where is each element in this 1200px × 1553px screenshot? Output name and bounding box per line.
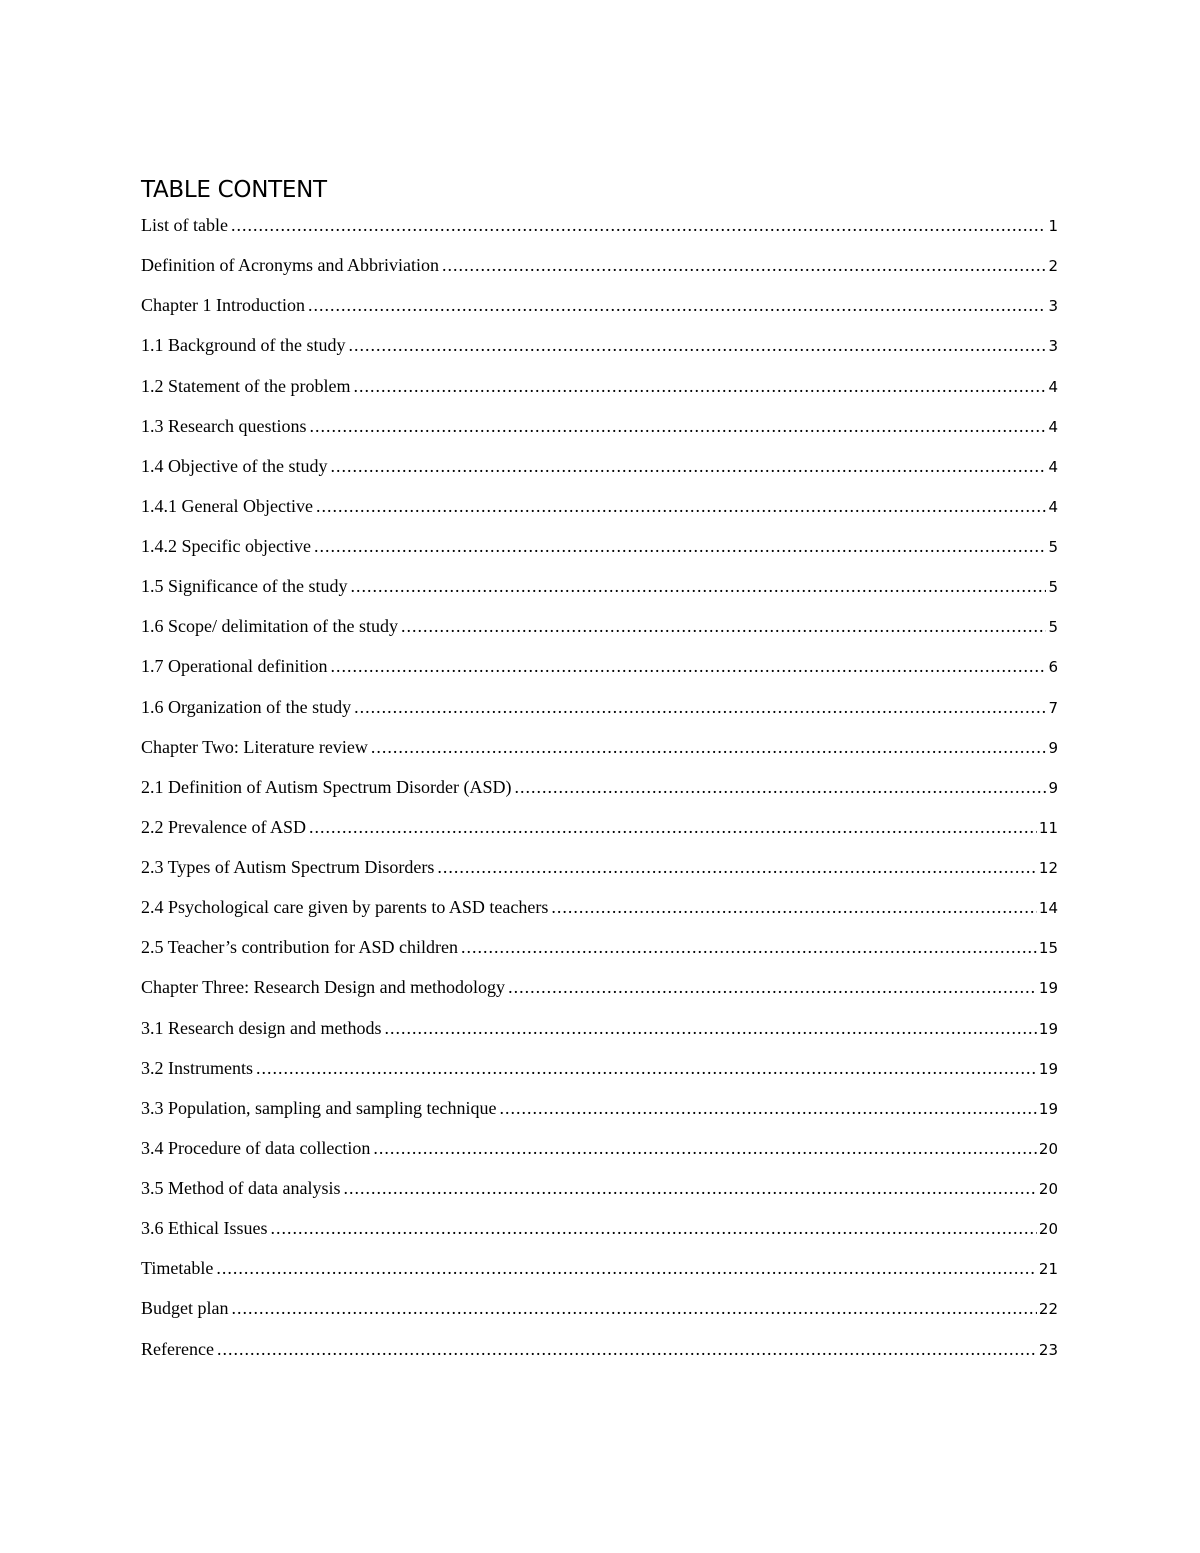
toc-entry[interactable]: [141, 1010, 1058, 1050]
toc-entry[interactable]: [141, 488, 1058, 528]
toc-dot-leader: [353, 368, 1046, 404]
toc-entry-page-number: 9: [1048, 738, 1058, 757]
toc-dot-leader: [384, 1010, 1036, 1046]
toc-entry[interactable]: [141, 287, 1058, 327]
toc-entry[interactable]: [141, 1170, 1058, 1210]
toc-entry-page-number: 4: [1048, 377, 1058, 396]
toc-entry-page-number: 4: [1048, 457, 1058, 476]
toc-entry[interactable]: [141, 1130, 1058, 1170]
toc-entry-page-number: 21: [1038, 1260, 1058, 1279]
toc-entry-page-number: 19: [1038, 1059, 1058, 1078]
toc-entry[interactable]: [141, 1250, 1058, 1290]
toc-entry-label: 1.5 Significance of the study: [141, 576, 348, 597]
toc-entry-label: 2.4 Psychological care given by parents to ASD teachers: [141, 897, 549, 918]
toc-entry-page-number: 15: [1038, 939, 1058, 958]
toc-dot-leader: [232, 1290, 1037, 1326]
toc-entry-label: 3.3 Population, sampling and sampling technique: [141, 1097, 497, 1118]
toc-entry-page-number: 12: [1038, 859, 1058, 877]
toc-entry[interactable]: [141, 889, 1058, 929]
toc-entry-page-number: 5: [1048, 538, 1058, 556]
toc-entry-label: 1.4.2 Specific objective: [141, 536, 311, 556]
toc-dot-leader: [437, 849, 1037, 885]
toc-dot-leader: [217, 1331, 1037, 1367]
toc-entry[interactable]: [141, 528, 1058, 568]
toc-entry[interactable]: [141, 809, 1058, 849]
toc-entry-label: 2.5 Teacher’s contribution for ASD children: [141, 937, 459, 958]
toc-entry-page-number: 14: [1038, 899, 1058, 918]
toc-entry-label: Budget plan: [141, 1298, 229, 1319]
toc-dot-leader: [270, 1210, 1036, 1246]
toc-entry-label: Chapter Two: Literature review: [141, 736, 368, 757]
toc-entry[interactable]: [141, 448, 1058, 488]
toc-entry-label: 1.3 Research questions: [141, 415, 307, 436]
toc-entry-label: List of table: [141, 215, 228, 235]
toc-title: TABLE CONTENT: [141, 177, 327, 203]
toc-dot-leader: [514, 769, 1046, 805]
toc-dot-leader: [371, 729, 1047, 765]
toc-entry[interactable]: [141, 1050, 1058, 1090]
toc-entry-label: 1.6 Scope/ delimitation of the study: [141, 616, 398, 637]
toc-entry[interactable]: [141, 849, 1058, 889]
toc-entry[interactable]: [141, 729, 1058, 769]
toc-entry-label: Definition of Acronyms and Abbriviation: [141, 255, 439, 276]
toc-entry-page-number: 6: [1048, 658, 1058, 677]
toc-entry-page-number: 5: [1048, 578, 1058, 597]
toc-entry-page-number: 20: [1038, 1139, 1058, 1158]
toc-dot-leader: [508, 969, 1037, 1005]
toc-dot-leader: [309, 809, 1037, 845]
toc-entry[interactable]: [141, 608, 1058, 648]
toc-entry-page-number: 3: [1048, 297, 1058, 316]
toc-dot-leader: [499, 1090, 1036, 1126]
toc-entry[interactable]: [141, 327, 1058, 367]
toc-dot-leader: [348, 327, 1046, 363]
toc-entry-label: Chapter 1 Introduction: [141, 295, 305, 316]
toc-entry-page-number: 22: [1038, 1300, 1058, 1319]
toc-entry-label: 1.2 Statement of the problem: [141, 375, 351, 396]
toc-dot-leader: [373, 1130, 1036, 1166]
toc-entry-page-number: 4: [1048, 417, 1058, 436]
toc-entry[interactable]: [141, 568, 1058, 608]
toc-dot-leader: [256, 1050, 1037, 1086]
toc-entry-page-number: 3: [1048, 337, 1058, 356]
toc-dot-leader: [461, 929, 1037, 965]
toc-dot-leader: [330, 648, 1046, 684]
toc-dot-leader: [350, 568, 1046, 604]
toc-entry-page-number: 20: [1038, 1220, 1058, 1239]
toc-entry-page-number: 5: [1048, 618, 1058, 637]
toc-entry[interactable]: [141, 247, 1058, 287]
toc-entry-page-number: 9: [1048, 778, 1058, 797]
toc-entry-label: 3.2 Instruments: [141, 1057, 253, 1078]
toc-entry-label: 3.5 Method of data analysis: [141, 1178, 341, 1198]
toc-dot-leader: [330, 448, 1046, 484]
toc-dot-leader: [343, 1170, 1036, 1206]
toc-dot-leader: [401, 608, 1046, 644]
toc-entry-label: 2.2 Prevalence of ASD: [141, 816, 306, 837]
toc-entry-label: 2.3 Types of Autism Spectrum Disorders: [141, 857, 435, 877]
toc-dot-leader: [354, 689, 1046, 725]
toc-dot-leader: [314, 528, 1047, 564]
toc-entry-label: 3.6 Ethical Issues: [141, 1218, 268, 1239]
toc-entry-label: 3.1 Research design and methods: [141, 1017, 382, 1038]
toc-entry[interactable]: [141, 1090, 1058, 1130]
toc-dot-leader: [316, 488, 1047, 524]
toc-dot-leader: [216, 1250, 1037, 1286]
toc-entry-page-number: 4: [1048, 497, 1058, 516]
toc-entry-page-number: 2: [1048, 257, 1058, 276]
toc-entry[interactable]: [141, 769, 1058, 809]
toc-entry[interactable]: [141, 1331, 1058, 1371]
toc-entry-page-number: 19: [1038, 979, 1058, 998]
toc-entry-page-number: 19: [1038, 1099, 1058, 1118]
toc-entry[interactable]: [141, 689, 1058, 729]
toc-entry-label: 1.4 Objective of the study: [141, 455, 328, 476]
toc-entry[interactable]: [141, 408, 1058, 448]
toc-entry-page-number: 23: [1038, 1340, 1058, 1359]
toc-entry-label: Timetable: [141, 1258, 214, 1279]
toc-entry-page-number: 1: [1048, 217, 1058, 235]
toc-entry-page-number: 20: [1038, 1180, 1058, 1198]
toc-entry-label: 1.7 Operational definition: [141, 656, 328, 677]
toc-entry-page-number: 19: [1038, 1019, 1058, 1038]
toc-entry-label: 1.4.1 General Objective: [141, 495, 313, 516]
toc-dot-leader: [231, 207, 1046, 243]
toc-entry-label: Reference: [141, 1338, 214, 1359]
toc-entry-label: 1.6 Organization of the study: [141, 696, 352, 717]
toc-entry-label: 1.1 Background of the study: [141, 335, 346, 356]
toc-entry-label: Chapter Three: Research Design and methodology: [141, 977, 506, 998]
toc-entry[interactable]: [141, 969, 1058, 1009]
toc-dot-leader: [309, 408, 1046, 444]
toc-list: [141, 207, 1058, 1371]
toc-dot-leader: [308, 287, 1046, 323]
toc-entry[interactable]: [141, 648, 1058, 688]
toc-entry-label: 3.4 Procedure of data collection: [141, 1137, 371, 1158]
toc-entry-page-number: 7: [1048, 698, 1058, 717]
toc-entry[interactable]: [141, 368, 1058, 408]
toc-dot-leader: [442, 247, 1046, 283]
toc-entry-label: 2.1 Definition of Autism Spectrum Disorder (ASD): [141, 776, 512, 797]
toc-entry-page-number: 11: [1038, 818, 1058, 837]
toc-dot-leader: [551, 889, 1037, 925]
toc-entry[interactable]: [141, 929, 1058, 969]
toc-entry[interactable]: [141, 207, 1058, 247]
toc-entry[interactable]: [141, 1290, 1058, 1330]
toc-entry[interactable]: [141, 1210, 1058, 1250]
